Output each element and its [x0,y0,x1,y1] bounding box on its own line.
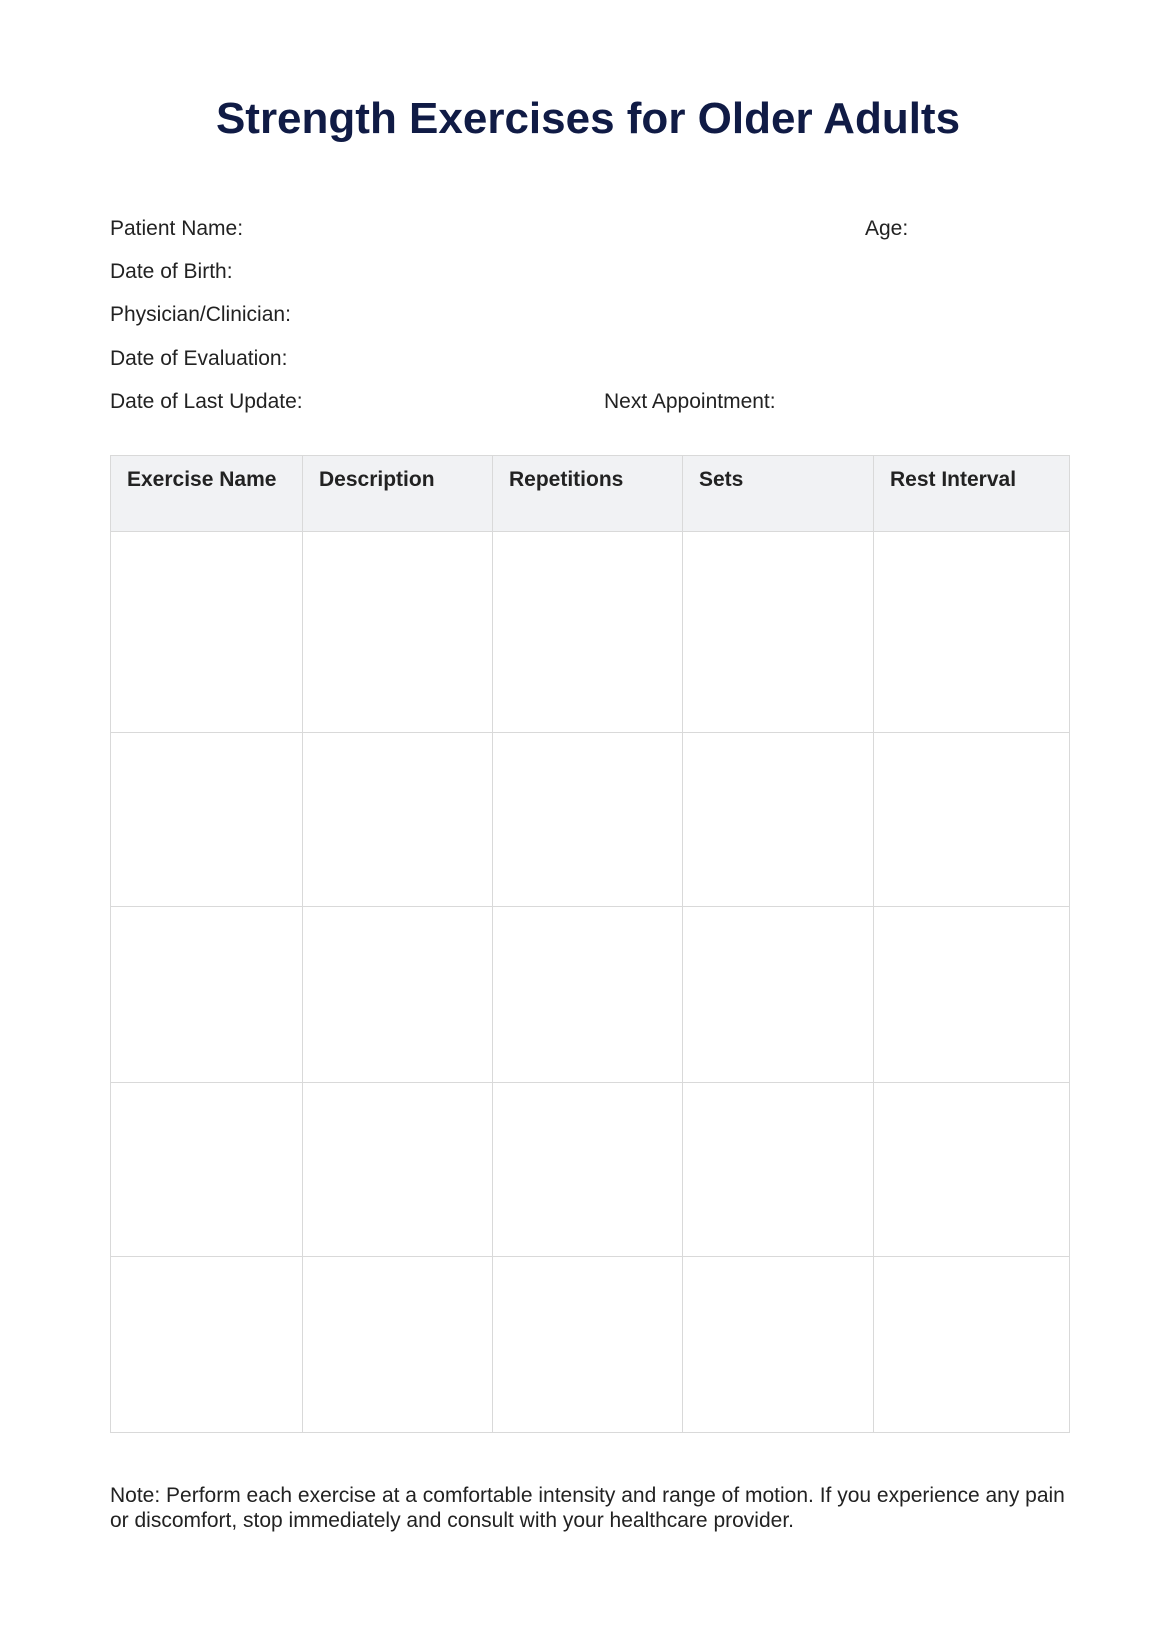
exercise-table [110,455,1070,1433]
table-row [111,907,1070,1083]
cell-sets[interactable] [683,733,874,907]
cell-rest-interval[interactable] [874,532,1070,733]
date-of-evaluation-label: Date of Evaluation: [110,347,288,370]
header-rest-interval: Rest Interval [874,456,1070,532]
cell-repetitions[interactable] [493,907,683,1083]
cell-description[interactable] [303,733,493,907]
cell-rest-interval[interactable] [874,1257,1070,1433]
cell-sets[interactable] [683,907,874,1083]
date-of-last-update-label: Date of Last Update: [110,390,303,413]
note-text: Note: Perform each exercise at a comfortable intensity and range of motion. If you experience any pain or discomfort, stop immediately and consult with your healthcare provider. [110,1484,1065,1532]
cell-exercise-name[interactable] [111,532,303,733]
table-header-row [111,456,1070,532]
cell-rest-interval[interactable] [874,733,1070,907]
table-row [111,532,1070,733]
cell-exercise-name[interactable] [111,907,303,1083]
cell-repetitions[interactable] [493,733,683,907]
cell-description[interactable] [303,1083,493,1257]
cell-sets[interactable] [683,532,874,733]
cell-rest-interval[interactable] [874,907,1070,1083]
age-label: Age: [865,217,909,240]
cell-description[interactable] [303,907,493,1083]
next-appointment-label: Next Appointment: [604,390,776,413]
cell-sets[interactable] [683,1083,874,1257]
header-repetitions: Repetitions [493,456,683,532]
header-description: Description [303,456,493,532]
cell-repetitions[interactable] [493,532,683,733]
cell-rest-interval[interactable] [874,1083,1070,1257]
cell-exercise-name[interactable] [111,1257,303,1433]
cell-description[interactable] [303,532,493,733]
physician-label: Physician/Clinician: [110,303,291,326]
header-sets: Sets [683,456,874,532]
table-row [111,1083,1070,1257]
cell-description[interactable] [303,1257,493,1433]
date-of-birth-label: Date of Birth: [110,260,233,283]
table-row [111,733,1070,907]
cell-sets[interactable] [683,1257,874,1433]
table-row [111,1257,1070,1433]
cell-exercise-name[interactable] [111,733,303,907]
cell-repetitions[interactable] [493,1083,683,1257]
page-title: Strength Exercises for Older Adults [215,94,961,143]
header-exercise-name: Exercise Name [111,456,303,532]
cell-repetitions[interactable] [493,1257,683,1433]
patient-name-label: Patient Name: [110,217,244,240]
cell-exercise-name[interactable] [111,1083,303,1257]
